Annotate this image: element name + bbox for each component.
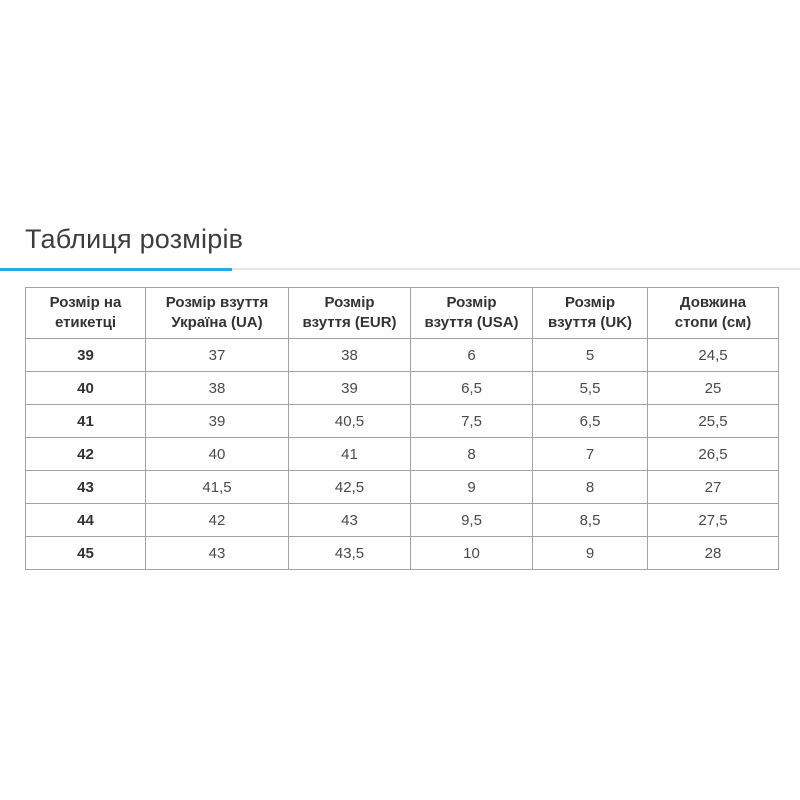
cell-ua-size: 41,5 [146,471,289,504]
cell-eur-size: 42,5 [289,471,411,504]
header-row [26,288,779,339]
cell-label-size: 45 [26,537,146,570]
cell-uk-size: 5 [533,339,648,372]
active-tab-underline [0,268,232,271]
table-row [26,372,779,405]
cell-usa-size: 7,5 [411,405,533,438]
cell-foot-length: 28 [648,537,779,570]
cell-ua-size: 39 [146,405,289,438]
cell-label-size: 44 [26,504,146,537]
cell-usa-size: 6 [411,339,533,372]
table-row [26,471,779,504]
cell-label-size: 41 [26,405,146,438]
col-header-uk-size: Розмір взуття (UK) [533,288,648,339]
cell-label-size: 39 [26,339,146,372]
cell-uk-size: 7 [533,438,648,471]
cell-uk-size: 6,5 [533,405,648,438]
cell-eur-size: 43,5 [289,537,411,570]
cell-eur-size: 38 [289,339,411,372]
cell-foot-length: 27 [648,471,779,504]
cell-ua-size: 42 [146,504,289,537]
cell-usa-size: 10 [411,537,533,570]
cell-foot-length: 25,5 [648,405,779,438]
col-header-label-size: Розмір на етикетці [26,288,146,339]
tab-size-table-title[interactable]: Таблиця розмірів [25,224,244,254]
cell-label-size: 40 [26,372,146,405]
cell-ua-size: 38 [146,372,289,405]
tab-divider [0,268,800,270]
col-header-eur-size: Розмір взуття (EUR) [289,288,411,339]
col-header-ua-size: Розмір взуття Україна (UA) [146,288,289,339]
cell-foot-length: 27,5 [648,504,779,537]
cell-foot-length: 24,5 [648,339,779,372]
cell-uk-size: 9 [533,537,648,570]
cell-usa-size: 6,5 [411,372,533,405]
table-row [26,438,779,471]
cell-ua-size: 37 [146,339,289,372]
table-row [26,504,779,537]
cell-usa-size: 9 [411,471,533,504]
cell-eur-size: 40,5 [289,405,411,438]
cell-label-size: 43 [26,471,146,504]
cell-eur-size: 41 [289,438,411,471]
cell-usa-size: 8 [411,438,533,471]
cell-foot-length: 25 [648,372,779,405]
cell-usa-size: 9,5 [411,504,533,537]
cell-uk-size: 8,5 [533,504,648,537]
cell-label-size: 42 [26,438,146,471]
size-table-body [26,339,779,570]
cell-ua-size: 43 [146,537,289,570]
table-row [26,339,779,372]
cell-eur-size: 39 [289,372,411,405]
table-row [26,405,779,438]
cell-foot-length: 26,5 [648,438,779,471]
col-header-foot-length: Довжина стопи (см) [648,288,779,339]
size-table-header [26,288,779,339]
col-header-usa-size: Розмір взуття (USA) [411,288,533,339]
cell-uk-size: 8 [533,471,648,504]
cell-ua-size: 40 [146,438,289,471]
size-table [25,287,779,570]
table-row [26,537,779,570]
cell-eur-size: 43 [289,504,411,537]
cell-uk-size: 5,5 [533,372,648,405]
